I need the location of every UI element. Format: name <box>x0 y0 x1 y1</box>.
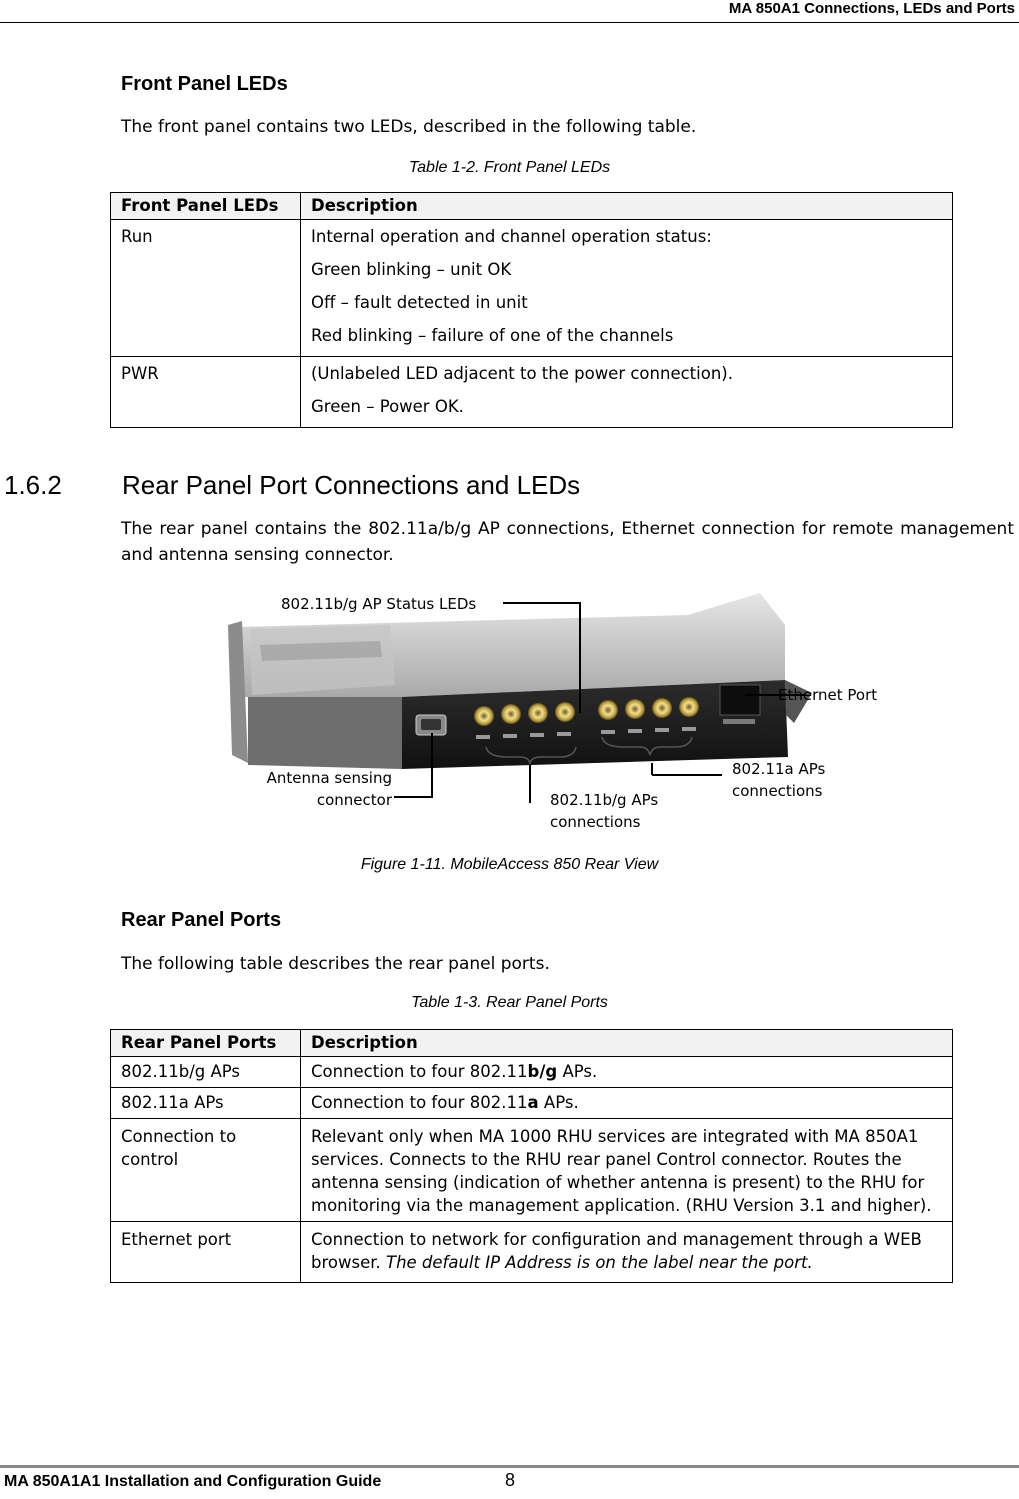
table-row <box>111 357 953 428</box>
section-number: 1.6.2 <box>4 470 62 500</box>
footer-guide-title: MA 850A1A1 Installation and Configuration Guide <box>4 1473 382 1490</box>
led-description <box>301 220 953 357</box>
port-description <box>301 1088 953 1119</box>
port-description-text: Connection to four 802.11 <box>311 1062 528 1081</box>
led-name <box>111 357 301 428</box>
port-description-text: Connection to network for configuration and management through a WEB browser. <box>311 1230 922 1272</box>
footer-page-number: 8 <box>505 1470 516 1490</box>
label-ap-status-leds: 802.11b/g AP Status LEDs <box>278 593 479 615</box>
label-antenna-line1: Antenna sensing <box>266 769 392 787</box>
label-antenna-line2: connector <box>316 791 392 809</box>
rear-panel-heading: Rear Panel Ports <box>121 909 282 931</box>
port-name: 802.11b/g APs <box>111 1057 301 1088</box>
label-bg-line1: 802.11b/g APs <box>550 791 659 809</box>
table-header-row <box>111 193 953 220</box>
led-name-text: PWR <box>121 364 159 383</box>
led-description-line: (Unlabeled LED adjacent to the power connection). <box>311 364 733 383</box>
led-name-text: Run <box>121 227 153 246</box>
led-description-line: Off – fault detected in unit <box>311 293 528 312</box>
table-header-cell: Description <box>301 193 953 220</box>
figure-caption: Figure 1-11. MobileAccess 850 Rear View <box>360 856 659 873</box>
port-description <box>301 1222 953 1283</box>
led-description <box>301 357 953 428</box>
port-description-text: Connection to four 802.11 <box>311 1093 528 1112</box>
table-row <box>111 1222 953 1283</box>
port-name: 802.11a APs <box>111 1088 301 1119</box>
label-ethernet-port: Ethernet Port <box>778 686 878 704</box>
led-description-line: Green blinking – unit OK <box>311 260 512 279</box>
table-row <box>111 1088 953 1119</box>
led-description-line: Internal operation and channel operation status: <box>311 227 712 246</box>
port-description-text: APs. <box>557 1062 598 1081</box>
front-panel-heading: Front Panel LEDs <box>121 73 288 95</box>
table-row <box>111 220 953 357</box>
label-bg-aps <box>550 789 658 833</box>
rear-view-figure <box>220 585 920 835</box>
table-row <box>111 1057 953 1088</box>
label-a-line1: 802.11a APs <box>732 760 826 778</box>
section-title: Rear Panel Port Connections and LEDs <box>122 470 581 500</box>
port-description-text: APs. <box>538 1093 579 1112</box>
table-row <box>111 1119 953 1222</box>
table-header-cell: Description <box>301 1030 953 1057</box>
table-header-row <box>111 1030 953 1057</box>
label-a-aps <box>732 758 825 802</box>
port-description-bold: a <box>527 1093 539 1112</box>
label-bg-line2: connections <box>550 813 641 831</box>
section-intro: The rear panel contains the 802.11a/b/g AP connections, Ethernet connection for remote management and antenna sensing connector. <box>121 519 1014 565</box>
rear-panel-table-caption: Table 1-3. Rear Panel Ports <box>411 994 608 1011</box>
port-description-italic: The default IP Address is on the label near the port. <box>386 1253 813 1272</box>
ethernet-port-shape <box>720 685 760 715</box>
led-description-line: Red blinking – failure of one of the channels <box>311 326 674 345</box>
rear-panel-intro: The following table describes the rear panel ports. <box>121 954 550 974</box>
port-name: Connection to control <box>111 1119 301 1222</box>
label-antenna-sensing <box>250 767 392 811</box>
led-description-line: Green – Power OK. <box>311 397 464 416</box>
port-name: Ethernet port <box>111 1222 301 1283</box>
header-title: MA 850A1 Connections, LEDs and Ports <box>728 0 1015 17</box>
table-header-cell: Front Panel LEDs <box>111 193 301 220</box>
front-panel-table-caption: Table 1-2. Front Panel LEDs <box>408 159 611 176</box>
rear-panel-ports-table <box>110 1029 953 1283</box>
table-header-cell: Rear Panel Ports <box>111 1030 301 1057</box>
led-name <box>111 220 301 357</box>
port-description <box>301 1057 953 1088</box>
port-description: Relevant only when MA 1000 RHU services are integrated with MA 850A1 services. Connects to the RHU rear panel Control connector. Routes the antenna sensing (indication of whether antenna is present) to the RHU for monitoring via the management application. (RHU Version 3.1 and higher). <box>301 1119 953 1222</box>
front-panel-intro: The front panel contains two LEDs, described in the following table. <box>121 117 697 137</box>
label-a-line2: connections <box>732 782 823 800</box>
front-panel-leds-table <box>110 192 953 428</box>
port-description-bold: b/g <box>527 1062 558 1081</box>
